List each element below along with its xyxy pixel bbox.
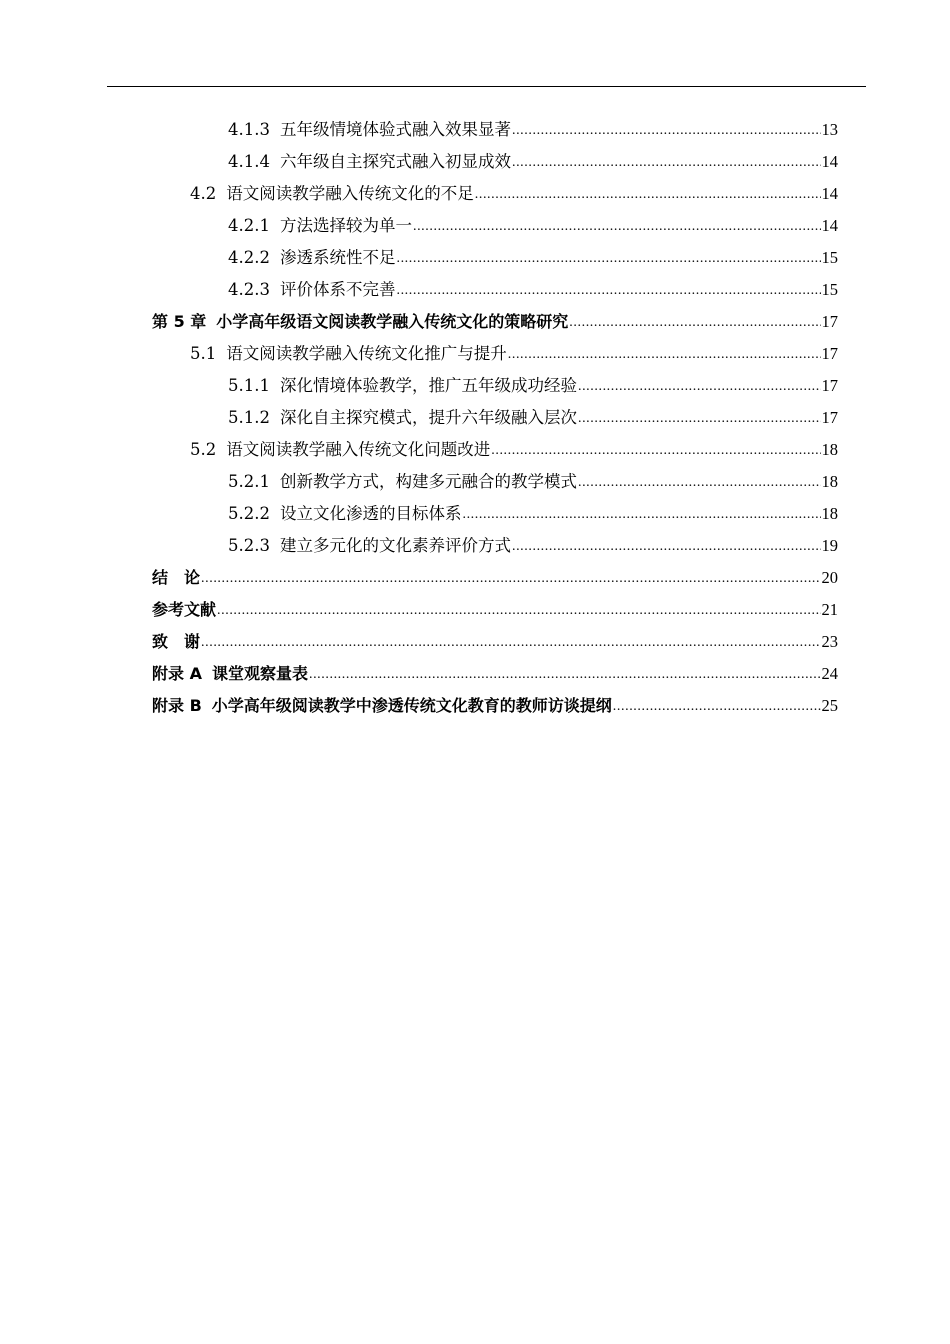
toc-entry-page-number: 23 xyxy=(821,632,838,651)
toc-entry-page-number: 24 xyxy=(821,664,838,683)
toc-entry[interactable] xyxy=(228,210,838,242)
header-rule xyxy=(107,86,866,87)
toc-entry-page-number: 15 xyxy=(821,248,838,267)
toc-entry-title: 五年级情境体验式融入效果显著 xyxy=(279,120,511,139)
toc-entry-page-number: 21 xyxy=(821,600,838,619)
toc-entry-title: 六年级自主探究式融入初显成效 xyxy=(279,152,511,171)
toc-entry-title: 参考文献 xyxy=(152,600,217,619)
toc-dot-leader xyxy=(396,243,820,275)
toc-entry-title: 渗透系统性不足 xyxy=(279,248,396,267)
toc-dot-leader xyxy=(578,467,821,499)
toc-dot-leader xyxy=(462,499,820,531)
toc-entry-title: 小学高年级阅读教学中渗透传统文化教育的教师访谈提纲 xyxy=(211,696,612,715)
toc-entry-number: 5.2 xyxy=(190,440,217,459)
toc-entry[interactable] xyxy=(228,146,838,178)
toc-dot-leader xyxy=(578,371,821,403)
toc-entry-title: 方法选择较为单一 xyxy=(279,216,412,235)
toc-entry[interactable] xyxy=(152,658,838,690)
toc-entry-page-number: 18 xyxy=(821,472,838,491)
toc-entry-number: 4.2.2 xyxy=(228,248,270,267)
toc-dot-leader xyxy=(491,435,820,467)
toc-entry-title: 课堂观察量表 xyxy=(211,664,308,683)
toc-entry-page-number: 17 xyxy=(821,344,838,363)
toc-entry[interactable] xyxy=(228,274,838,306)
toc-entry[interactable] xyxy=(152,626,838,658)
toc-dot-leader xyxy=(201,563,820,595)
toc-dot-leader xyxy=(613,691,821,723)
toc-entry[interactable] xyxy=(228,530,838,562)
toc-dot-leader xyxy=(569,307,820,339)
toc-entry-title: 深化情境体验教学，推广五年级成功经验 xyxy=(279,376,577,395)
toc-entry-title: 语文阅读教学融入传统文化问题改进 xyxy=(226,440,491,459)
toc-dot-leader xyxy=(413,211,821,243)
toc-entry-page-number: 18 xyxy=(821,440,838,459)
toc-dot-leader xyxy=(512,115,821,147)
toc-dot-leader xyxy=(512,531,821,563)
toc-entry-title: 小学高年级语文阅读教学融入传统文化的策略研究 xyxy=(216,312,569,331)
toc-entry-page-number: 14 xyxy=(821,216,838,235)
toc-dot-leader xyxy=(309,659,821,691)
toc-entry-page-number: 19 xyxy=(821,536,838,555)
toc-entry[interactable] xyxy=(190,178,838,210)
toc-entry-title: 语文阅读教学融入传统文化推广与提升 xyxy=(226,344,507,363)
toc-entry-number: 附录 A xyxy=(152,664,202,683)
toc-dot-leader xyxy=(475,179,821,211)
toc-entry-page-number: 17 xyxy=(821,312,838,331)
toc-dot-leader xyxy=(217,595,820,627)
toc-entry-title: 建立多元化的文化素养评价方式 xyxy=(279,536,511,555)
toc-entry-number: 4.2 xyxy=(190,184,217,203)
toc-entry-page-number: 17 xyxy=(821,408,838,427)
toc-entry-number: 4.2.3 xyxy=(228,280,270,299)
toc-entry-page-number: 13 xyxy=(821,120,838,139)
toc-entry-title: 评价体系不完善 xyxy=(279,280,396,299)
toc-entry-title: 结 论 xyxy=(152,568,201,587)
toc-entry-title: 设立文化渗透的目标体系 xyxy=(279,504,462,523)
toc-entry-number: 5.2.2 xyxy=(228,504,270,523)
toc-entry-number: 4.1.3 xyxy=(228,120,270,139)
toc-dot-leader xyxy=(512,147,821,179)
toc-entry[interactable] xyxy=(228,402,838,434)
toc-dot-leader xyxy=(201,627,820,659)
toc-entry[interactable] xyxy=(152,562,838,594)
toc-entry[interactable] xyxy=(228,114,838,146)
toc-entry[interactable] xyxy=(152,690,838,722)
toc-dot-leader xyxy=(578,403,821,435)
toc-dot-leader xyxy=(508,339,821,371)
toc-entry[interactable] xyxy=(228,466,838,498)
toc-entry[interactable] xyxy=(190,338,838,370)
toc-entry-number: 4.2.1 xyxy=(228,216,270,235)
toc-entry-title: 语文阅读教学融入传统文化的不足 xyxy=(226,184,474,203)
toc-entry-title: 致 谢 xyxy=(152,632,201,651)
toc-entry-title: 深化自主探究模式，提升六年级融入层次 xyxy=(279,408,577,427)
toc-entry-title: 创新教学方式，构建多元融合的教学模式 xyxy=(279,472,577,491)
toc-entry-number: 第 5 章 xyxy=(152,312,207,331)
toc-entry-page-number: 14 xyxy=(821,152,838,171)
toc-entry-number: 5.2.1 xyxy=(228,472,270,491)
toc-entry[interactable] xyxy=(152,306,838,338)
toc-entry-page-number: 25 xyxy=(821,696,838,715)
toc-entry-page-number: 20 xyxy=(821,568,838,587)
toc-entry-page-number: 14 xyxy=(821,184,838,203)
toc-entry-number: 5.1.2 xyxy=(228,408,270,427)
toc-entry-page-number: 17 xyxy=(821,376,838,395)
toc-entry-number: 附录 B xyxy=(152,696,202,715)
toc-entry[interactable] xyxy=(228,370,838,402)
toc-entry[interactable] xyxy=(228,242,838,274)
toc-entry[interactable] xyxy=(190,434,838,466)
toc-entry-page-number: 15 xyxy=(821,280,838,299)
toc-entry-number: 5.2.3 xyxy=(228,536,270,555)
toc-entry-number: 5.1 xyxy=(190,344,217,363)
toc-entry-number: 4.1.4 xyxy=(228,152,270,171)
toc-entry-page-number: 18 xyxy=(821,504,838,523)
toc-dot-leader xyxy=(396,275,820,307)
toc-entry[interactable] xyxy=(228,498,838,530)
toc-entry[interactable] xyxy=(152,594,838,626)
toc-entry-number: 5.1.1 xyxy=(228,376,270,395)
